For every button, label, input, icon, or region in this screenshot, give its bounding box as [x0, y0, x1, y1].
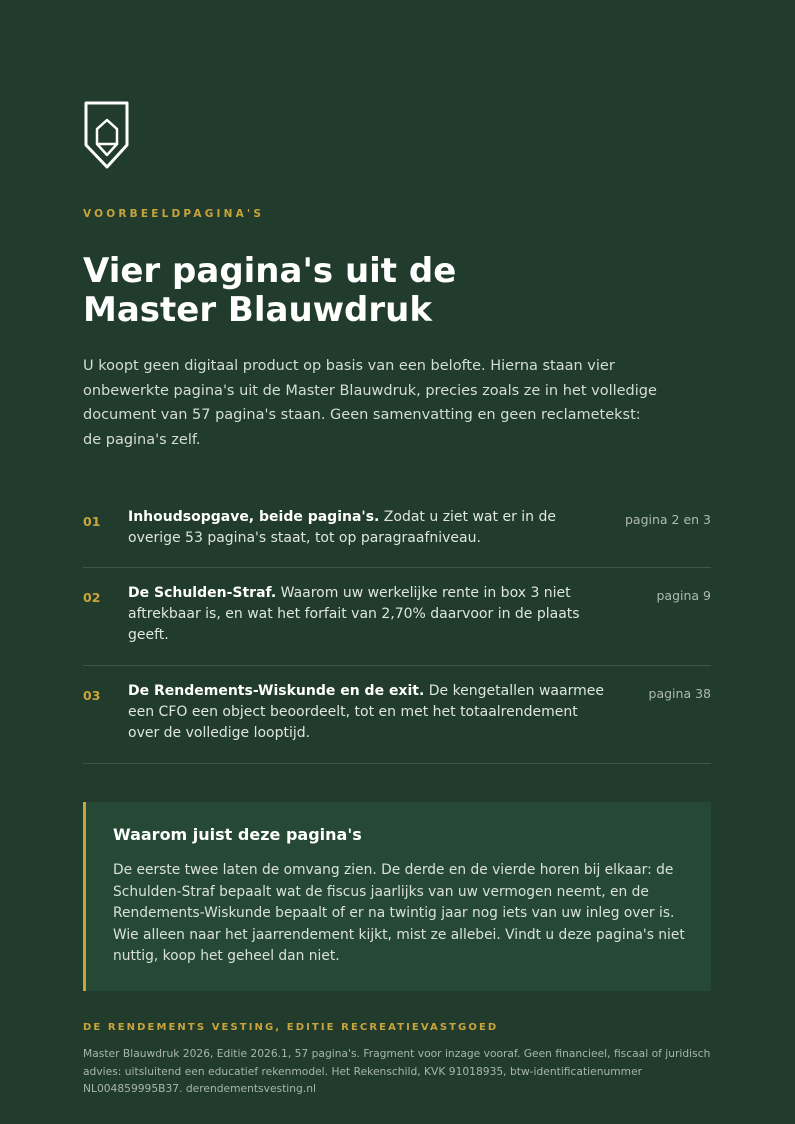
- item-heading: De Schulden-Straf.: [128, 585, 277, 601]
- item-page-ref: pagina 9: [656, 588, 711, 603]
- list-item: [83, 497, 711, 568]
- callout-title: Waarom juist deze pagina's: [113, 825, 362, 844]
- list-item: [83, 568, 711, 666]
- shield-pin-icon: [83, 100, 131, 170]
- eyebrow-label: VOORBEELDPAGINA'S: [83, 208, 265, 220]
- footer-title: DE RENDEMENTS VESTING, EDITIE RECREATIEVASTGOED: [83, 1022, 499, 1033]
- page-title-line-1: Vier pagina's uit de: [83, 251, 457, 291]
- item-heading: De Rendements-Wiskunde en de exit.: [128, 683, 425, 699]
- callout-body: De eerste twee laten de omvang zien. De derde en de vierde horen bij elkaar: de Schulden-Straf bepaalt wat de fiscus jaarlijks van uw vermogen neemt, en de Rendements-Wiskunde bepaalt of er na twintig jaar nog iets van uw inleg over is. Wie alleen naar het jaarrendement kijkt, mist ze allebei. Vindt u deze pagina's niet nuttig, koop het geheel dan niet.: [113, 862, 685, 964]
- page-title: [83, 252, 643, 330]
- item-number: 03: [83, 688, 101, 703]
- item-body: Waarom uw werkelijke rente in box 3 niet aftrekbaar is, en wat het forfait van 2,70% daarvoor in de plaats geeft.: [128, 585, 580, 643]
- item-body: De kengetallen waarmee een CFO een object beoordeelt, tot en met het totaalrendement over de volledige looptijd.: [128, 683, 604, 741]
- item-description: [128, 583, 613, 646]
- item-page-ref: pagina 2 en 3: [624, 512, 711, 527]
- item-number: 01: [83, 514, 101, 529]
- intro-paragraph: U koopt geen digitaal product op basis van een belofte. Hierna staan vier onbewerkte pagina's uit de Master Blauwdruk, precies zoals ze in het volledige document van 57 pagina's staan. Geen samenvatting en geen reclametekst: de pagina's zelf.: [83, 358, 657, 448]
- callout-box: [83, 802, 711, 991]
- page-title-line-2: Master Blauwdruk: [83, 290, 432, 330]
- footer-legal-text: Master Blauwdruk 2026, Editie 2026.1, 57 pagina's. Fragment voor inzage vooraf. Geen financieel, fiscaal of juridisch advies: uitsluitend een educatief rekenmodel. Het Rekenschild, KVK 91018935, btw-identificatienummer NL004859995B37. derendementsvesting.nl: [83, 1047, 711, 1095]
- list-item: [83, 666, 711, 764]
- item-number: 02: [83, 590, 101, 605]
- item-description: [128, 507, 613, 549]
- item-heading: Inhoudsopgave, beide pagina's.: [128, 509, 380, 525]
- sample-pages-list: [83, 497, 711, 764]
- item-description: [128, 681, 613, 744]
- item-body: Zodat u ziet wat er in de overige 53 pagina's staat, tot op paragraafniveau.: [128, 509, 556, 546]
- item-page-ref: pagina 38: [648, 686, 711, 701]
